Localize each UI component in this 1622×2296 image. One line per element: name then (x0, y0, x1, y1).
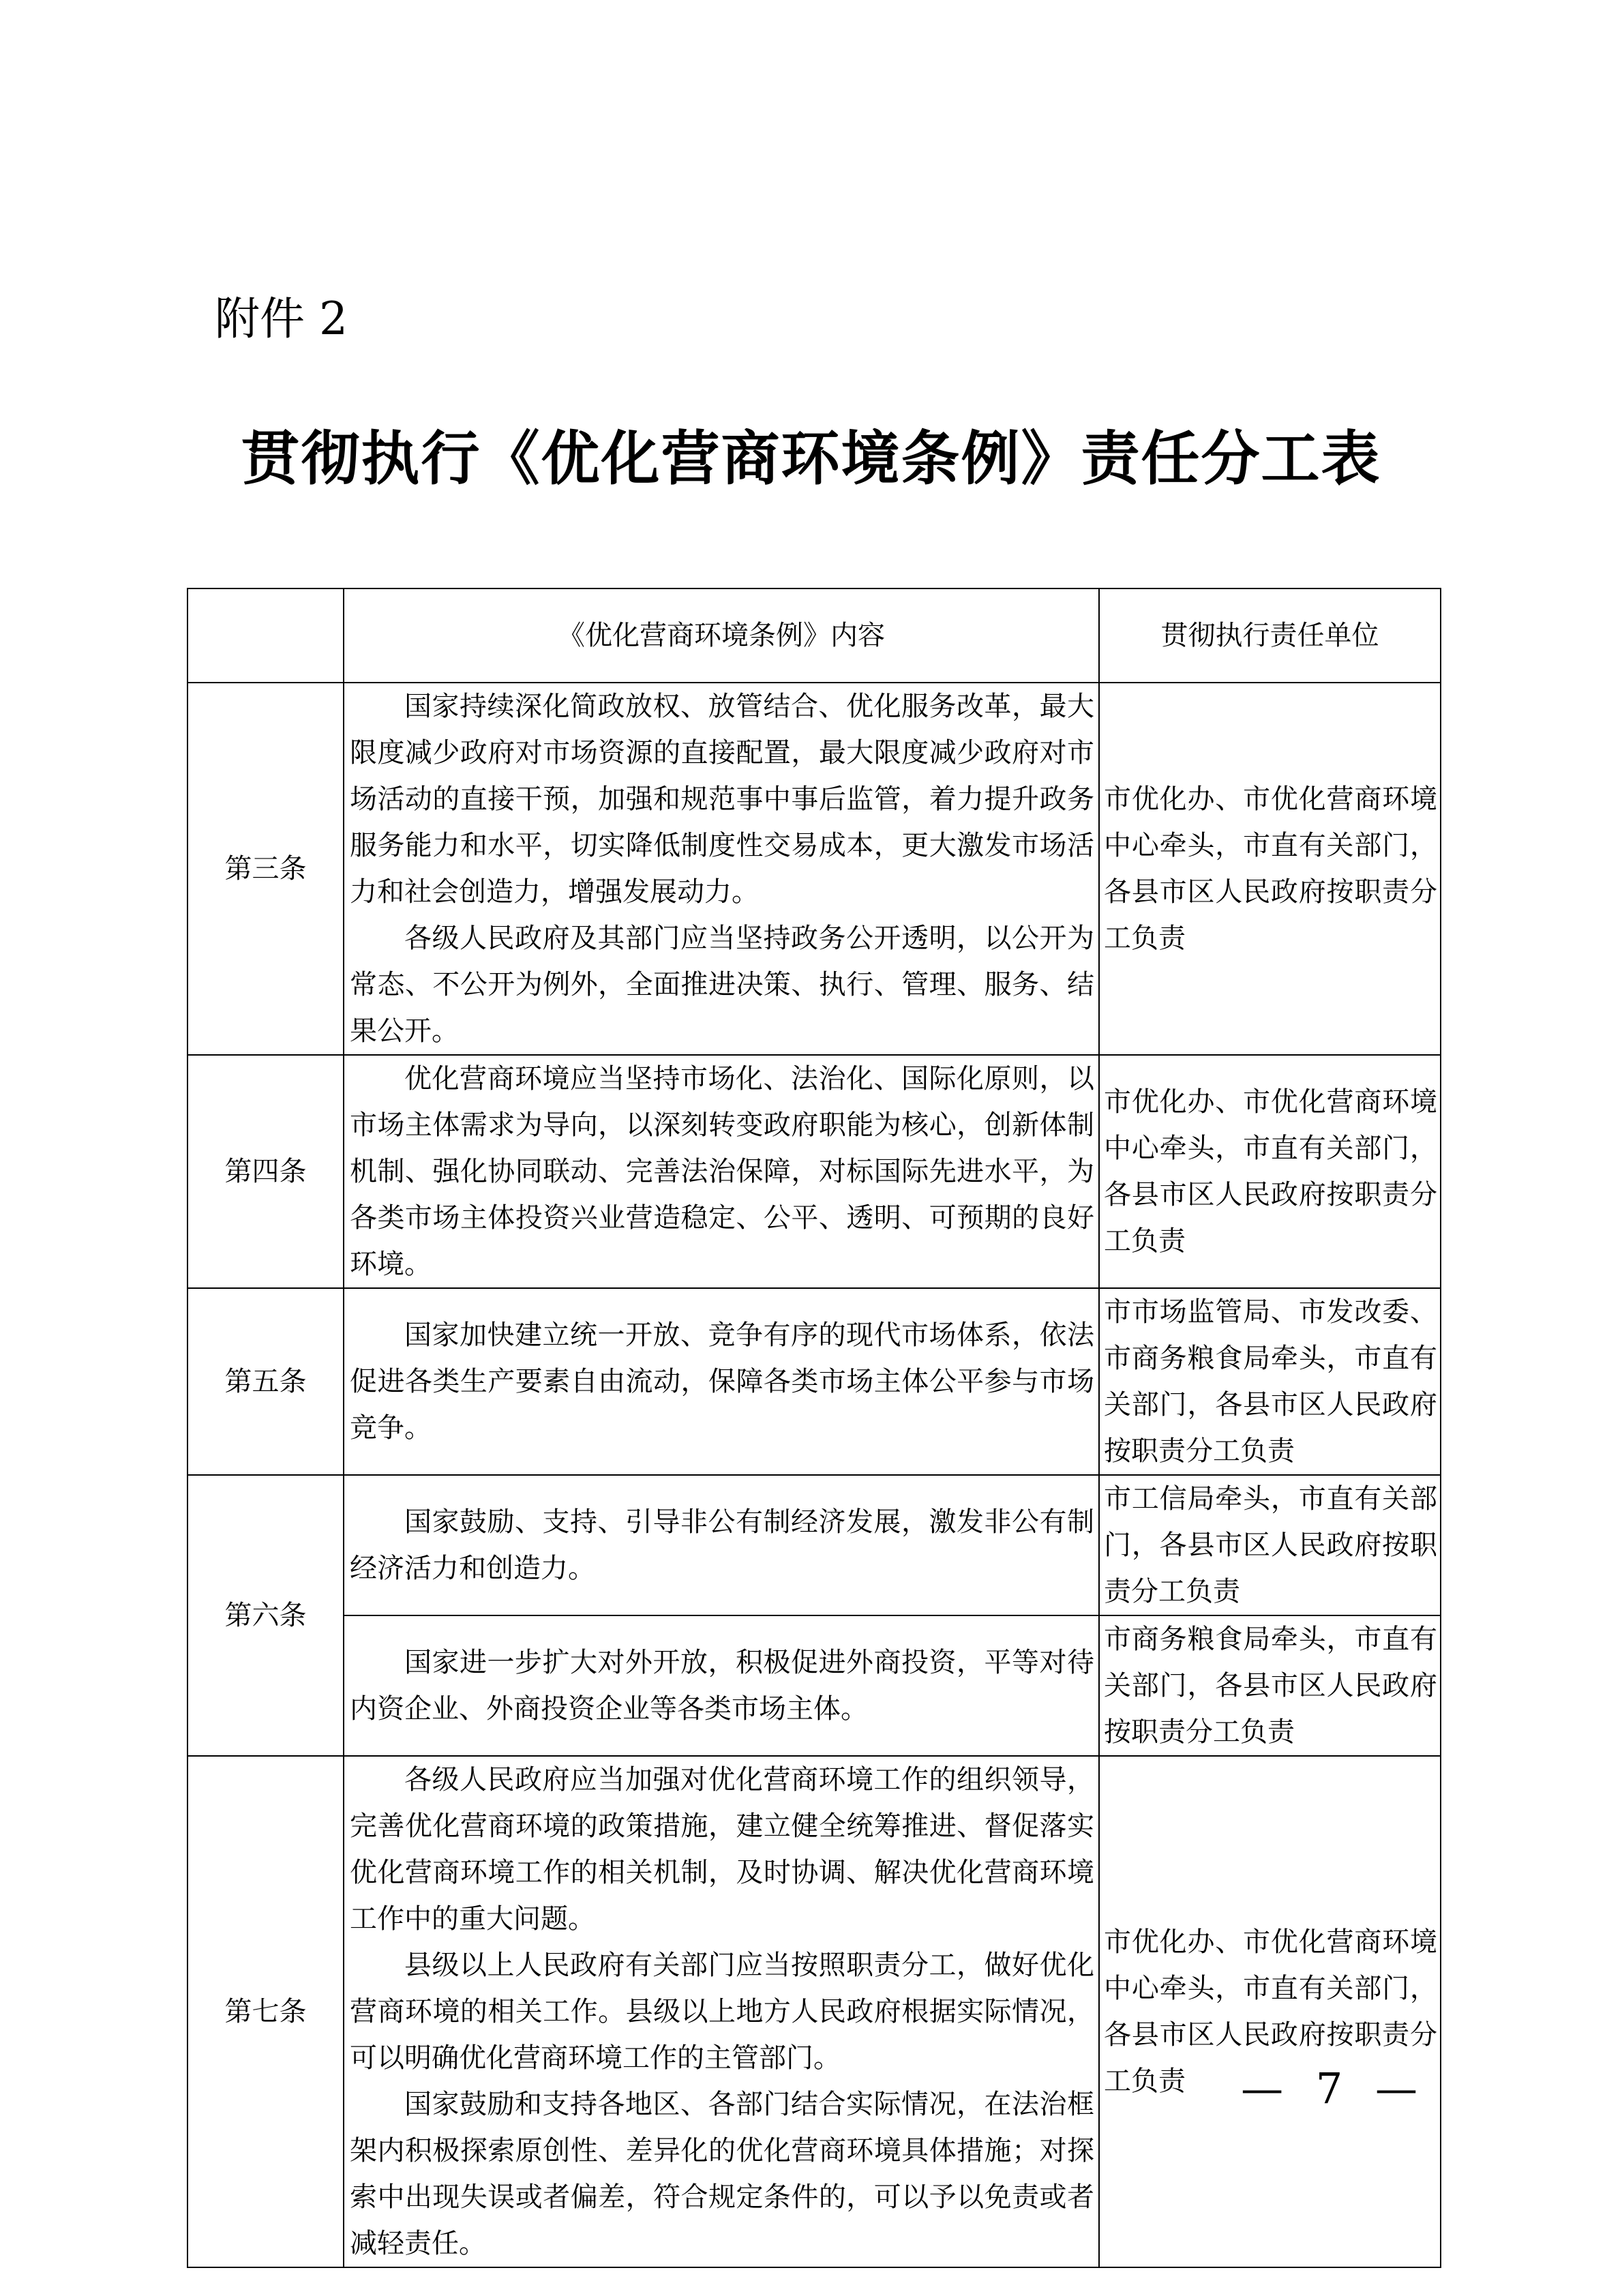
article-number: 第三条 (187, 683, 344, 1055)
article-number: 第七条 (187, 1756, 344, 2267)
table-row (187, 1615, 1441, 1756)
article-content (344, 1615, 1099, 1756)
unit-text: 市市场监管局、市发改委、市商务粮食局牵头，市直有关部门，各县市区人民政府按职责分工负责 (1104, 1296, 1437, 1467)
table-row (187, 1055, 1441, 1288)
content-paragraph: 国家进一步扩大对外开放，积极促进外商投资，平等对待内资企业、外商投资企业等各类市场主体。 (350, 1647, 1094, 1725)
article-content (344, 1288, 1099, 1475)
content-paragraph: 优化营商环境应当坚持市场化、法治化、国际化原则，以市场主体需求为导向，以深刻转变政府职能为核心，创新体制机制、强化协同联动、完善法治保障，对标国际先进水平，为各类市场主体投资兴业营造稳定、公平、透明、可预期的良好环境。 (350, 1063, 1094, 1280)
content-paragraph: 国家鼓励、支持、引导非公有制经济发展，激发非公有制经济活力和创造力。 (350, 1506, 1094, 1584)
article-number: 第六条 (187, 1475, 344, 1756)
article-content (344, 1475, 1099, 1615)
article-content (344, 683, 1099, 1055)
header-responsible-unit: 贯彻执行责任单位 (1099, 588, 1441, 683)
document-title: 贯彻执行《优化营商环境条例》责任分工表 (241, 424, 1381, 493)
content-paragraph: 县级以上人民政府有关部门应当按照职责分工，做好优化营商环境的相关工作。县级以上地方人民政府根据实际情况，可以明确优化营商环境工作的主管部门。 (350, 1950, 1094, 2074)
content-paragraph: 各级人民政府应当加强对优化营商环境工作的组织领导，完善优化营商环境的政策措施，建立健全统筹推进、督促落实优化营商环境工作的相关机制，及时协调、解决优化营商环境工作中的重大问题。 (350, 1764, 1094, 1935)
article-content (344, 1055, 1099, 1288)
table-row (187, 683, 1441, 1055)
header-content: 《优化营商环境条例》内容 (344, 588, 1099, 683)
table-row (187, 1756, 1441, 2267)
content-paragraph: 国家持续深化简政放权、放管结合、优化服务改革，最大限度减少政府对市场资源的直接配置，最大限度减少政府对市场活动的直接干预，加强和规范事中事后监管，着力提升政务服务能力和水平，切实降低制度性交易成本，更大激发市场活力和社会创造力，增强发展动力。 (350, 691, 1094, 908)
responsibility-table (187, 588, 1441, 2268)
unit-text: 市工信局牵头，市直有关部门，各县市区人民政府按职责分工负责 (1104, 1483, 1437, 1607)
article-number: 第五条 (187, 1288, 344, 1475)
responsible-unit (1099, 1756, 1441, 2267)
unit-text: 市优化办、市优化营商环境中心牵头，市直有关部门，各县市区人民政府按职责分工负责 (1104, 1926, 1437, 2097)
article-number: 第四条 (187, 1055, 344, 1288)
content-paragraph: 各级人民政府及其部门应当坚持政务公开透明，以公开为常态、不公开为例外，全面推进决策、执行、管理、服务、结果公开。 (350, 923, 1094, 1047)
unit-text: 市优化办、市优化营商环境中心牵头，市直有关部门，各县市区人民政府按职责分工负责 (1104, 1086, 1437, 1257)
responsible-unit (1099, 1475, 1441, 1615)
header-empty-cell (187, 588, 344, 683)
responsible-unit (1099, 1288, 1441, 1475)
responsible-unit (1099, 1615, 1441, 1756)
table-row (187, 1475, 1441, 1615)
content-paragraph: 国家鼓励和支持各地区、各部门结合实际情况，在法治框架内积极探索原创性、差异化的优化营商环境具体措施；对探索中出现失误或者偏差，符合规定条件的，可以予以免责或者减轻责任。 (350, 2089, 1094, 2259)
page-number: — 7 — (1241, 2063, 1427, 2113)
table-row (187, 1288, 1441, 1475)
unit-text: 市商务粮食局牵头，市直有关部门，各县市区人民政府按职责分工负责 (1104, 1624, 1437, 1748)
table-header-row (187, 588, 1441, 683)
article-content (344, 1756, 1099, 2267)
responsible-unit (1099, 1055, 1441, 1288)
attachment-label: 附件 2 (215, 293, 348, 345)
content-paragraph: 国家加快建立统一开放、竞争有序的现代市场体系，依法促进各类生产要素自由流动，保障各类市场主体公平参与市场竞争。 (350, 1320, 1094, 1444)
responsible-unit (1099, 683, 1441, 1055)
unit-text: 市优化办、市优化营商环境中心牵头，市直有关部门，各县市区人民政府按职责分工负责 (1104, 784, 1437, 954)
